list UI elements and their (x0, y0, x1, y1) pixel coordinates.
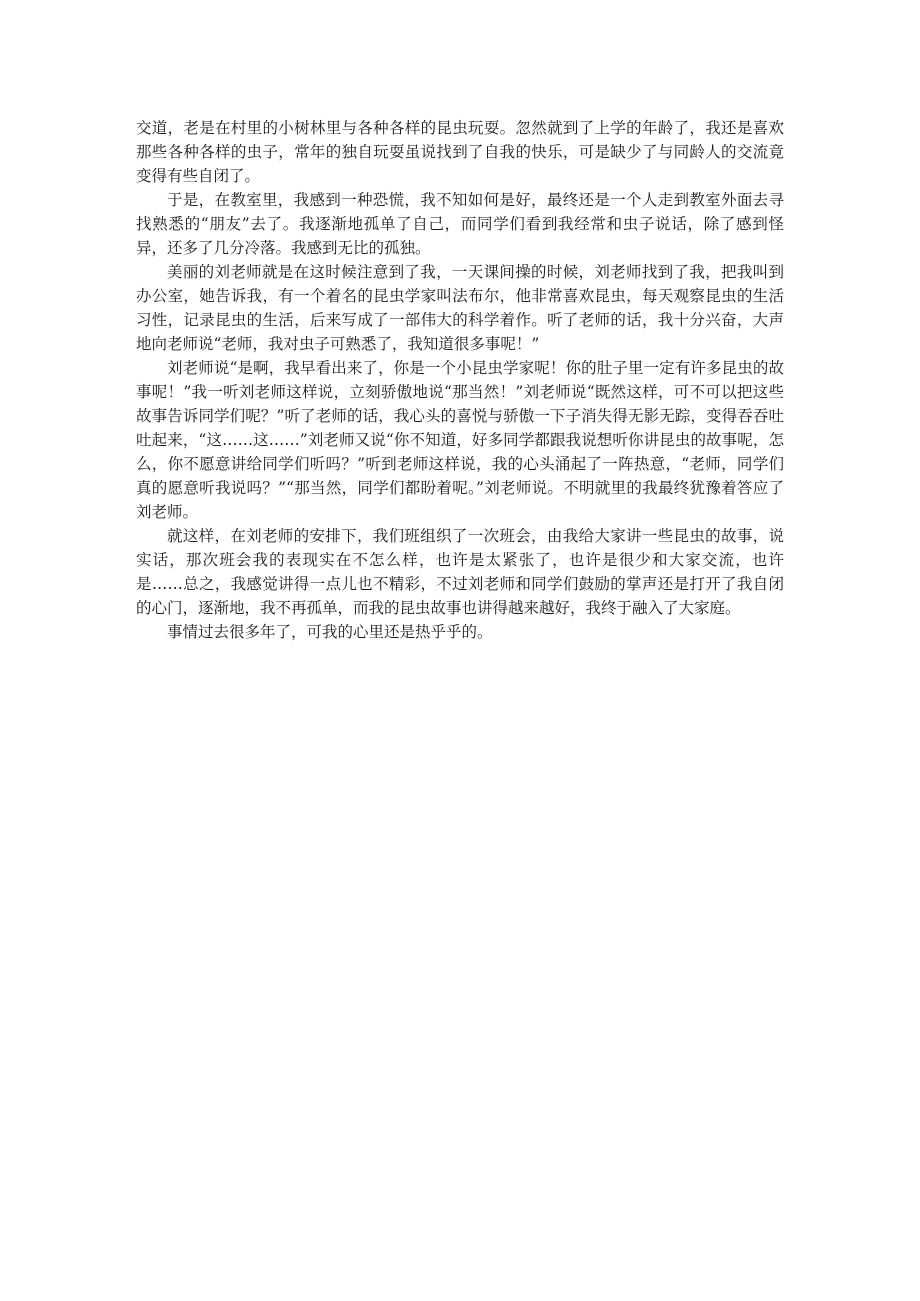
paragraph-1: 交道，老是在村里的小树林里与各种各样的昆虫玩耍。忽然就到了上学的年龄了，我还是喜欢那些各种各样的虫子，常年的独自玩耍虽说找到了自我的快乐，可是缺少了与同龄人的交流竟变得有些自闭了。 (136, 119, 784, 185)
paragraph-3: 美丽的刘老师就是在这时候注意到了我，一天课间操的时候，刘老师找到了我，把我叫到办公室，她告诉我，有一个着名的昆虫学家叫法布尔，他非常喜欢昆虫，每天观察昆虫的生活习性，记录昆虫的生活，后来写成了一部伟大的科学着作。听了老师的话，我十分兴奋，大声地向老师说“老师，我对虫子可熟悉了，我知道很多事呢！” (136, 263, 784, 353)
paragraph-5: 就这样，在刘老师的安排下，我们班组织了一次班会，由我给大家讲一些昆虫的故事，说实话，那次班会我的表现实在不怎么样，也许是太紧张了，也许是很少和大家交流，也许是……总之，我感觉讲得一点儿也不精彩，不过刘老师和同学们鼓励的掌声还是打开了我自闭的心门，逐渐地，我不再孤单，而我的昆虫故事也讲得越来越好，我终于融入了大家庭。 (136, 527, 784, 617)
paragraph-4: 刘老师说“是啊，我早看出来了，你是一个小昆虫学家呢！你的肚子里一定有许多昆虫的故事呢！”我一听刘老师这样说，立刻骄傲地说“那当然！”刘老师说“既然这样，可不可以把这些故事告诉同学们呢？”听了老师的话，我心头的喜悦与骄傲一下子消失得无影无踪，变得吞吞吐吐起来，“这……这……”刘老师又说“你不知道，好多同学都跟我说想听你讲昆虫的故事呢，怎么，你不愿意讲给同学们听吗？”听到老师这样说，我的心头涌起了一阵热意，“老师，同学们真的愿意听我说吗？”“那当然，同学们都盼着呢。”刘老师说。不明就里的我最终犹豫着答应了刘老师。 (136, 359, 784, 521)
article-body (136, 116, 784, 644)
paragraph-2: 于是，在教室里，我感到一种恐慌，我不知如何是好，最终还是一个人走到教室外面去寻找熟悉的“朋友”去了。我逐渐地孤单了自己，而同学们看到我经常和虫子说话，除了感到怪异，还多了几分冷落。我感到无比的孤独。 (136, 191, 784, 257)
paragraph-6: 事情过去很多年了，可我的心里还是热乎乎的。 (167, 623, 493, 641)
